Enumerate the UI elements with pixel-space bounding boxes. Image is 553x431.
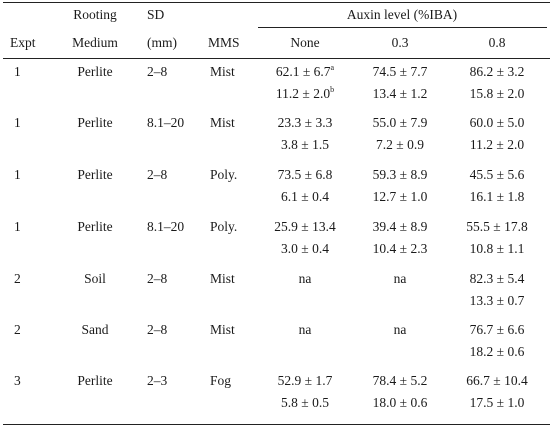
cell-iba03: 13.4 ± 1.2 <box>372 86 428 101</box>
cell-mms: Mist <box>210 115 235 130</box>
table-top-rule <box>3 2 550 3</box>
cell-sd: 2–8 <box>147 271 168 286</box>
cell-sd: 2–8 <box>147 322 168 337</box>
cell-iba03: na <box>393 322 407 337</box>
header-sd-unit: (mm) <box>147 35 177 50</box>
footnote-marker: b <box>330 84 335 94</box>
cell-none: 3.8 ± 1.5 <box>281 137 329 152</box>
cell-iba08: 76.7 ± 6.6 <box>469 322 525 337</box>
header-auxin-group: Auxin level (%IBA) <box>346 7 458 22</box>
cell-mms: Mist <box>210 322 235 337</box>
cell-none: 6.1 ± 0.4 <box>281 189 329 204</box>
cell-none: 5.8 ± 0.5 <box>281 395 329 410</box>
cell-iba03: 39.4 ± 8.9 <box>372 219 428 234</box>
cell-iba08: 86.2 ± 3.2 <box>469 64 525 79</box>
cell-iba08: 11.2 ± 2.0 <box>469 137 525 152</box>
cell-iba03: 7.2 ± 0.9 <box>376 137 424 152</box>
cell-none: 11.2 ± 2.0$^b$ <box>275 84 335 101</box>
cell-none: 25.9 ± 13.4 <box>274 219 336 234</box>
cell-iba03: 74.5 ± 7.7 <box>372 64 428 79</box>
cell-iba03: na <box>393 271 407 286</box>
cell-medium: Perlite <box>77 115 113 130</box>
header-auxin-03: 0.3 <box>391 35 409 50</box>
cell-iba08: 13.3 ± 0.7 <box>469 293 525 308</box>
cell-sd: 8.1–20 <box>147 219 185 234</box>
header-rooting: Rooting <box>73 7 117 22</box>
cell-none: 3.0 ± 0.4 <box>281 241 329 256</box>
header-auxin-08: 0.8 <box>488 35 506 50</box>
cell-expt: 1 <box>14 64 21 79</box>
cell-medium: Perlite <box>77 167 113 182</box>
cell-sd: 2–8 <box>147 64 168 79</box>
cell-sd: 2–3 <box>147 373 168 388</box>
auxin-group-rule <box>258 27 547 28</box>
cell-iba03: 59.3 ± 8.9 <box>372 167 428 182</box>
cell-mms: Mist <box>210 271 235 286</box>
footnote-marker: a <box>330 62 335 72</box>
cell-iba03: 18.0 ± 0.6 <box>372 395 428 410</box>
cell-none: na <box>298 271 312 286</box>
cell-expt: 1 <box>14 115 21 130</box>
header-sd: SD <box>147 7 165 22</box>
cell-iba08: 60.0 ± 5.0 <box>469 115 525 130</box>
cell-iba08: 17.5 ± 1.0 <box>469 395 525 410</box>
cell-mms: Mist <box>210 64 235 79</box>
cell-none: 23.3 ± 3.3 <box>277 115 333 130</box>
cell-sd: 8.1–20 <box>147 115 185 130</box>
cell-none: 73.5 ± 6.8 <box>277 167 333 182</box>
cell-none: na <box>298 322 312 337</box>
cell-iba08: 66.7 ± 10.4 <box>466 373 528 388</box>
cell-iba08: 55.5 ± 17.8 <box>466 219 528 234</box>
header-expt: Expt <box>10 35 36 50</box>
cell-expt: 2 <box>14 322 21 337</box>
cell-iba08: 18.2 ± 0.6 <box>469 344 525 359</box>
header-mms: MMS <box>208 35 240 50</box>
cell-iba08: 15.8 ± 2.0 <box>469 86 525 101</box>
cell-medium: Perlite <box>77 64 113 79</box>
cell-mms: Poly. <box>210 219 238 234</box>
cell-iba08: 82.3 ± 5.4 <box>469 271 525 286</box>
cell-iba03: 12.7 ± 1.0 <box>372 189 428 204</box>
cell-iba08: 16.1 ± 1.8 <box>469 189 525 204</box>
cell-medium: Soil <box>84 271 106 286</box>
cell-none: 62.1 ± 6.7$^a$ <box>275 62 335 79</box>
header-bottom-rule <box>3 58 550 59</box>
cell-medium: Sand <box>81 322 109 337</box>
cell-mms: Poly. <box>210 167 238 182</box>
cell-expt: 3 <box>14 373 21 388</box>
cell-sd: 2–8 <box>147 167 168 182</box>
cell-medium: Perlite <box>77 219 113 234</box>
cell-expt: 1 <box>14 167 21 182</box>
header-auxin-none: None <box>290 35 320 50</box>
cell-iba03: 10.4 ± 2.3 <box>372 241 428 256</box>
cell-iba08: 10.8 ± 1.1 <box>469 241 525 256</box>
cell-iba08: 45.5 ± 5.6 <box>469 167 525 182</box>
table-bottom-rule <box>3 424 550 425</box>
header-medium: Medium <box>72 35 118 50</box>
cell-expt: 2 <box>14 271 21 286</box>
cell-medium: Perlite <box>77 373 113 388</box>
cell-none: 52.9 ± 1.7 <box>277 373 333 388</box>
cell-expt: 1 <box>14 219 21 234</box>
cell-mms: Fog <box>210 373 232 388</box>
cell-iba03: 55.0 ± 7.9 <box>372 115 428 130</box>
cell-iba03: 78.4 ± 5.2 <box>372 373 428 388</box>
